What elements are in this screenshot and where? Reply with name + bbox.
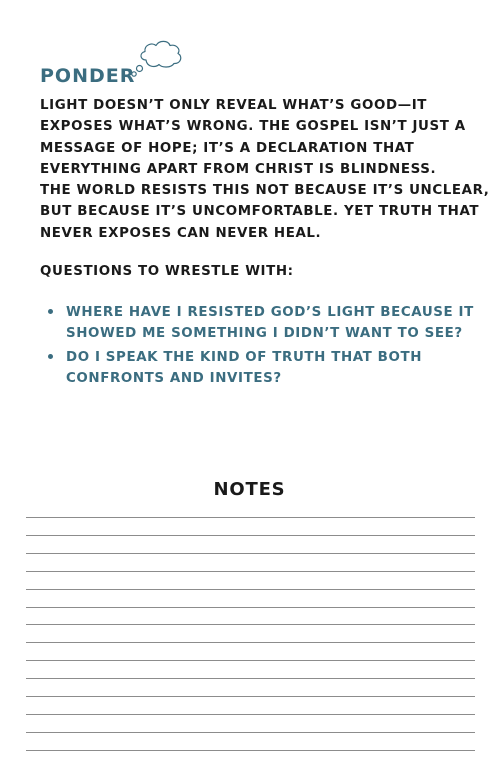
ponder-title: PONDER	[40, 65, 136, 87]
note-rule-line	[26, 624, 475, 625]
note-rule-line	[26, 750, 475, 751]
notes-writing-area[interactable]	[26, 517, 475, 757]
reflection-line: LIGHT DOESN’T ONLY REVEAL WHAT’S GOOD—IT	[40, 98, 428, 113]
question-line: CONFRONTS AND INVITES?	[66, 371, 282, 386]
reflection-line: BUT BECAUSE IT’S UNCOMFORTABLE. YET TRUTH THAT	[40, 204, 480, 220]
note-rule-line	[26, 660, 475, 661]
note-rule-line	[26, 517, 475, 518]
note-rule-line	[26, 696, 475, 697]
thought-bubble-icon	[128, 37, 184, 81]
note-rule-line	[26, 535, 475, 536]
question-line: DO I SPEAK THE KIND OF TRUTH THAT BOTH	[66, 350, 423, 365]
note-rule-line	[26, 607, 475, 608]
notes-title: NOTES	[213, 479, 286, 500]
note-rule-line	[26, 553, 475, 554]
note-rule-line	[26, 589, 475, 590]
note-rule-line	[26, 714, 475, 715]
list-item	[44, 302, 474, 344]
bullet-icon	[48, 309, 53, 314]
reflection-line: MESSAGE OF HOPE; IT’S A DECLARATION THAT	[40, 140, 415, 156]
reflection-line: NEVER EXPOSES CAN NEVER HEAL.	[40, 225, 322, 241]
list-item	[44, 347, 464, 389]
bullet-icon	[48, 354, 53, 359]
question-line: SHOWED ME SOMETHING I DIDN’T WANT TO SEE?	[66, 326, 463, 341]
reflection-line: THE WORLD RESISTS THIS NOT BECAUSE IT’S UNCLEAR,	[40, 183, 490, 199]
note-rule-line	[26, 678, 475, 679]
note-rule-line	[26, 732, 475, 733]
note-rule-line	[26, 642, 475, 643]
reflection-line: EVERYTHING APART FROM CHRIST IS BLINDNESS.	[40, 161, 437, 177]
ponder-heading	[40, 62, 135, 88]
reflection-paragraph	[40, 95, 490, 244]
note-rule-line	[26, 571, 475, 572]
question-list	[44, 302, 474, 392]
questions-heading: QUESTIONS TO WRESTLE WITH:	[40, 264, 294, 279]
reflection-line: EXPOSES WHAT’S WRONG. THE GOSPEL ISN’T JUST A	[40, 119, 466, 135]
question-line: WHERE HAVE I RESISTED GOD’S LIGHT BECAUSE IT	[66, 305, 474, 320]
